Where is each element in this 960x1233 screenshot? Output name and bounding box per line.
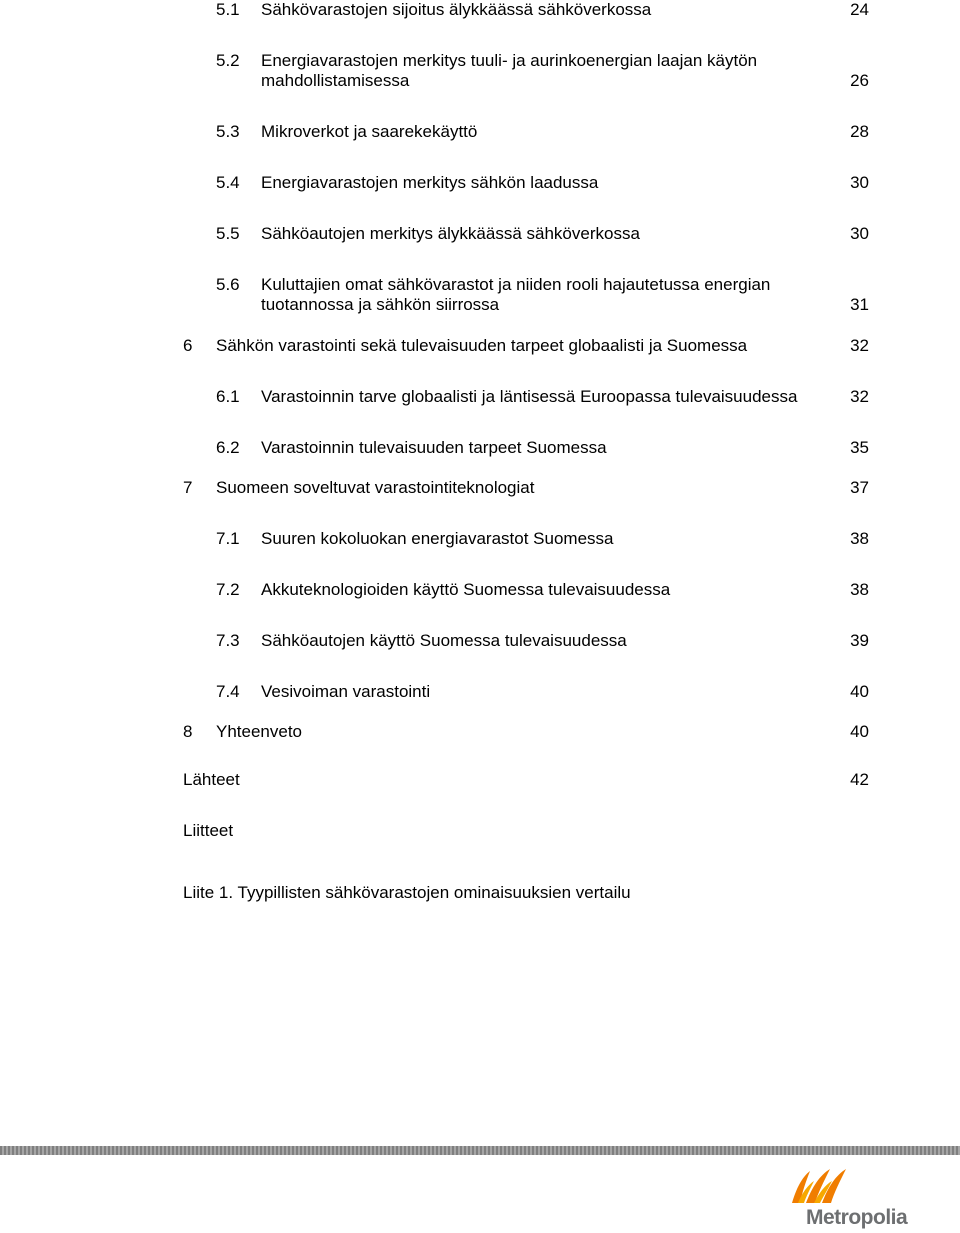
toc-title: Energiavarastojen merkitys tuuli- ja aurinkoenergian laajan käytön (261, 51, 758, 70)
toc-page: 35 (850, 438, 869, 457)
toc-page: 38 (850, 580, 869, 599)
toc-title: Energiavarastojen merkitys sähkön laadussa (261, 173, 599, 192)
toc-title-continued: tuotannossa ja sähkön siirrossa (261, 295, 500, 314)
toc-page: 40 (850, 682, 869, 701)
toc-title: Suomeen soveltuvat varastointiteknologiat (216, 478, 535, 497)
toc-page: 32 (850, 387, 869, 406)
toc-page: 42 (850, 770, 869, 789)
toc-number: 6.1 (216, 387, 240, 406)
toc-title-continued: mahdollistamisessa (261, 71, 410, 90)
toc-number: 5.5 (216, 224, 240, 243)
toc-title: Liitteet (183, 821, 234, 840)
toc-title: Akkuteknologioiden käyttö Suomessa tulevaisuudessa (261, 580, 671, 599)
toc-page: 32 (850, 336, 869, 355)
metropolia-logo-text: Metropolia (806, 1206, 908, 1229)
toc-number: 7.3 (216, 631, 240, 650)
toc-page: 28 (850, 122, 869, 141)
toc-title: Varastoinnin tarve globaalisti ja läntisessä Euroopassa tulevaisuudessa (261, 387, 798, 406)
toc-page: 38 (850, 529, 869, 548)
toc-number: 7 (183, 478, 193, 497)
toc-title: Sähköautojen merkitys älykkäässä sähköverkossa (261, 224, 640, 243)
toc-title: Sähkön varastointi sekä tulevaisuuden tarpeet globaalisti ja Suomessa (216, 336, 748, 355)
toc-page: 31 (850, 295, 869, 314)
toc-page: 40 (850, 722, 869, 741)
toc-title: Lähteet (183, 770, 240, 789)
toc-number: 7.2 (216, 580, 240, 599)
toc-number: 5.3 (216, 122, 240, 141)
toc-page: 26 (850, 71, 869, 90)
toc-title: Sähköautojen käyttö Suomessa tulevaisuudessa (261, 631, 627, 650)
toc-number: 5.6 (216, 275, 240, 294)
toc-page: 37 (850, 478, 869, 497)
toc-title: Mikroverkot ja saarekekäyttö (261, 122, 478, 141)
toc-number: 6 (183, 336, 193, 355)
toc-title: Vesivoiman varastointi (261, 682, 431, 701)
toc-number: 6.2 (216, 438, 240, 457)
toc-title: Liite 1. Tyypillisten sähkövarastojen ominaisuuksien vertailu (183, 883, 631, 902)
toc-title: Kuluttajien omat sähkövarastot ja niiden rooli hajautetussa energian (261, 275, 771, 294)
toc-page: 30 (850, 224, 869, 243)
toc-title: Suuren kokoluokan energiavarastot Suomessa (261, 529, 614, 548)
toc-title: Yhteenveto (216, 722, 303, 741)
toc-number: 7.1 (216, 529, 240, 548)
toc-number: 8 (183, 722, 193, 741)
toc-number: 5.4 (216, 173, 240, 192)
toc-number: 7.4 (216, 682, 240, 701)
toc-page: 24 (850, 0, 869, 19)
toc-number: 5.1 (216, 0, 240, 19)
toc-title: Sähkövarastojen sijoitus älykkäässä sähköverkossa (261, 0, 652, 19)
footer-divider (0, 1146, 960, 1155)
toc-title: Varastoinnin tulevaisuuden tarpeet Suomessa (261, 438, 607, 457)
toc-page: 39 (850, 631, 869, 650)
toc-page: 30 (850, 173, 869, 192)
toc-number: 5.2 (216, 51, 240, 70)
